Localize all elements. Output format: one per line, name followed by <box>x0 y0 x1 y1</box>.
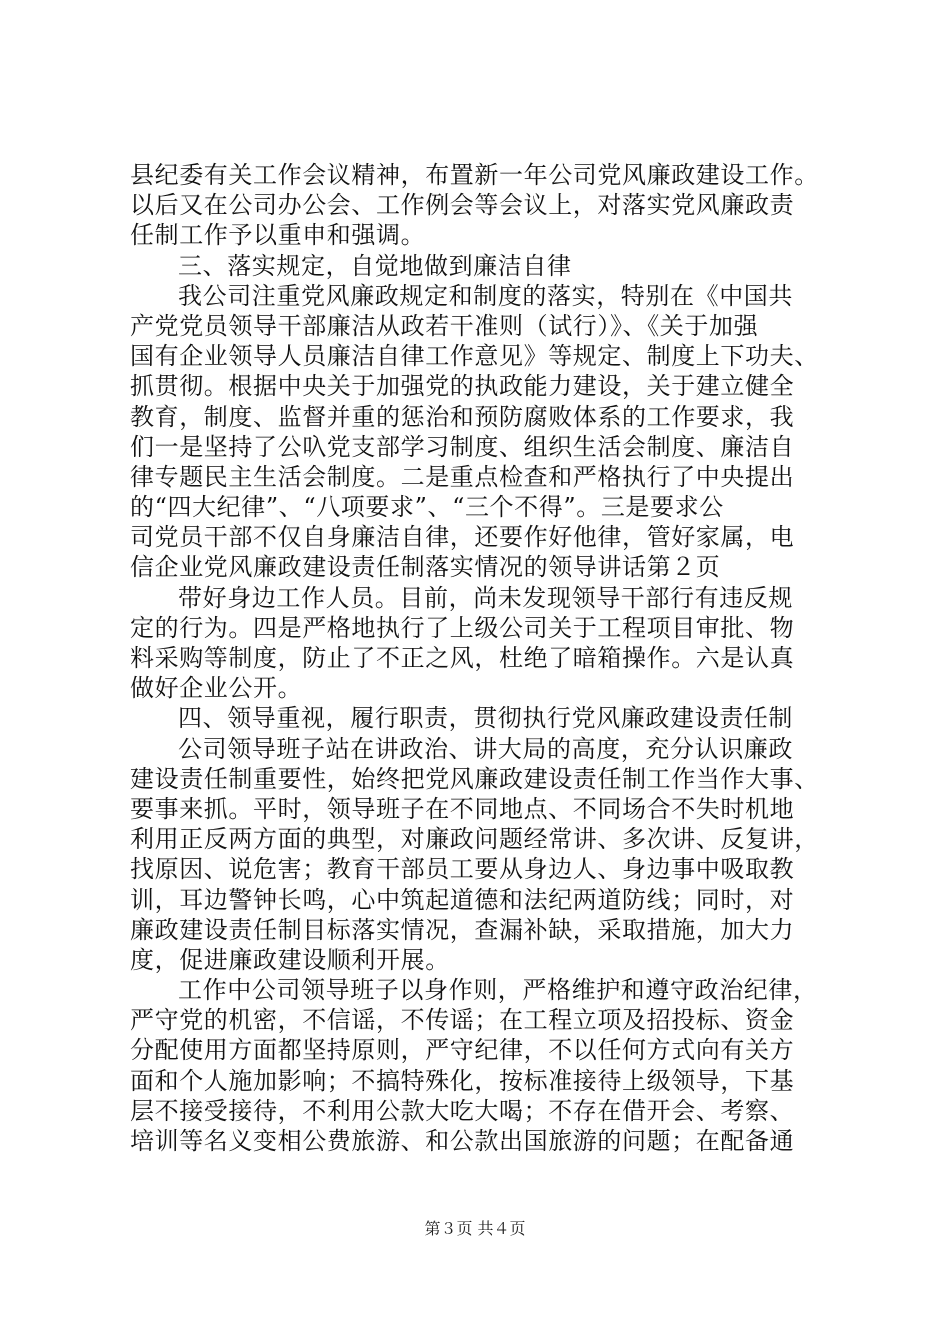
text-line: 分配使用方面都坚持原则，严守纪律，不以任何方式向有关方 <box>130 1036 795 1065</box>
text-line: 建设责任制重要性，始终把党风廉政建设责任制工作当作大事、 <box>130 764 819 793</box>
text-line: 四、领导重视，履行职责，贯彻执行党风廉政建设责任制 <box>178 704 793 733</box>
text-line: 找原因、说危害；教育干部员工要从身边人、身边事中吸取教 <box>130 855 795 884</box>
text-line: 信企业党风廉政建设责任制落实情况的领导讲话第２页 <box>130 553 721 582</box>
text-line: 产党党员领导干部廉洁从政若干准则（试行）》、《关于加强 <box>130 311 759 340</box>
text-line: 培训等名义变相公费旅游、和公款出国旅游的问题；在配备通 <box>130 1127 795 1155</box>
text-line: 国有企业领导人员廉洁自律工作意见》等规定、制度上下功夫、 <box>130 342 819 371</box>
text-line: 们一是坚持了公叺党支部学习制度、组织生活会制度、廉洁自 <box>130 432 795 461</box>
text-line: 严守党的机密，不信谣，不传谣；在工程立项及招投标、资金 <box>130 1006 795 1035</box>
text-line: 县纪委有关工作会议精神，布置新一年公司党风廉政建设工作。 <box>130 161 819 189</box>
text-line: 司党员干部不仅自身廉洁自律，还要作好他律，管好家属，电 <box>130 523 795 552</box>
text-line: 工作中公司领导班子以身作则，严格维护和遵守政治纪律， <box>178 976 818 1005</box>
text-line: 训，耳边警钟长鸣，心中筑起道德和法纪两道防线；同时，对 <box>130 885 795 914</box>
text-line: 公司领导班子站在讲政治、讲大局的高度，充分认识廉政 <box>178 734 793 763</box>
text-line: 抓贯彻。根据中央关于加强党的执政能力建设，关于建立健全 <box>130 372 795 401</box>
text-line: 面和个人施加影响；不搞特殊化，按标准接待上级领导，下基 <box>130 1066 795 1095</box>
page-footer: 第３页 共４页 <box>424 1219 526 1238</box>
text-line: 我公司注重党风廉政规定和制度的落实，特别在《中国共 <box>178 281 793 310</box>
text-line: 以后又在公司办公会、工作例会等会议上，对落实党风廉政责 <box>130 191 795 220</box>
text-line: 要事来抓。平时，领导班子在不同地点、不同场合不失时机地 <box>130 794 795 823</box>
text-line: 任制工作予以重申和强调。 <box>130 221 426 250</box>
text-line: 的“四大纪律”、“八项要求”、“三个不得”。三是要求公 <box>130 493 724 522</box>
text-line: 层不接受接待，不利用公款大吃大喝；不存在借开会、考察、 <box>130 1096 795 1125</box>
text-line: 做好企业公开。 <box>130 674 303 703</box>
text-line: 教育，制度、监督并重的惩治和预防腐败体系的工作要求，我 <box>130 402 795 431</box>
text-line: 律专题民主生活会制度。二是重点检查和严格执行了中央提出 <box>130 462 795 491</box>
text-line: 定的行为。四是严格地执行了上级公司关于工程项目审批、物 <box>130 613 795 642</box>
text-line: 度，促进廉政建设顺利开展。 <box>130 945 450 974</box>
text-line: 带好身边工作人员。目前，尚未发现领导干部行有违反规 <box>178 583 793 612</box>
text-line: 廉政建设责任制目标落实情况，查漏补缺，采取措施，加大力 <box>130 915 795 944</box>
text-line: 料采购等制度，防止了不正之风，杜绝了暗箱操作。六是认真 <box>130 644 795 672</box>
text-line: 利用正反两方面的典型，对廉政问题经常讲、多次讲、反复讲， <box>130 825 819 854</box>
text-line: 三、落实规定，自觉地做到廉洁自律 <box>178 251 572 280</box>
document-body <box>130 160 840 1156</box>
